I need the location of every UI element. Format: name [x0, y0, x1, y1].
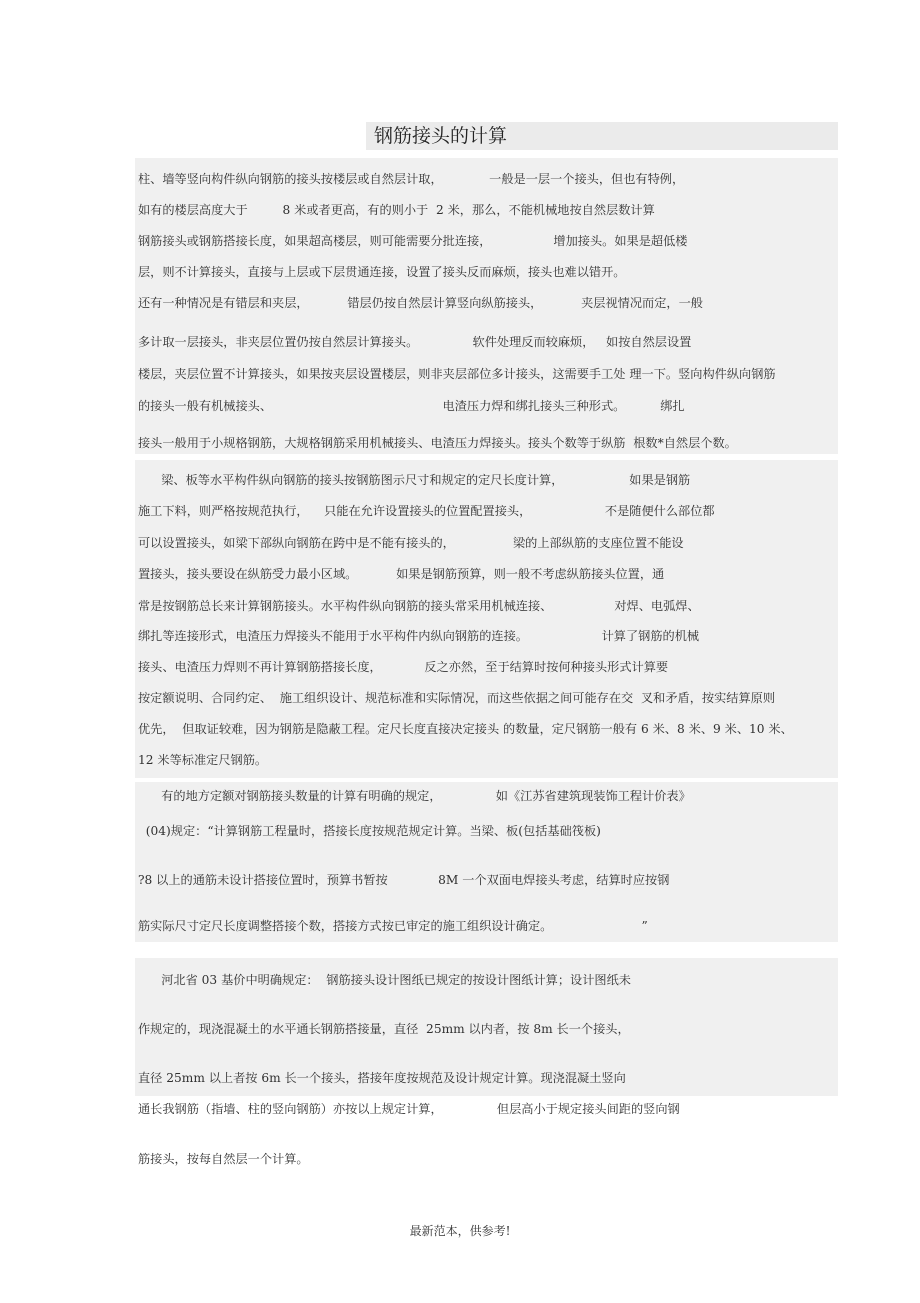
- text-line: 多计取一层接头，非夹层位置仍按自然层计算接头。 软件处理反而较麻烦， 如按自然层设置: [138, 335, 692, 349]
- text-line: 层，则不计算接头，直接与上层或下层贯通连接，设置了接头反而麻烦，接头也难以错开。: [138, 265, 626, 279]
- text-line: 有的地方定额对钢筋接头数量的计算有明确的规定， 如《江苏省建筑现装饰工程计价表》: [138, 789, 691, 803]
- text-line: 的接头一般有机械接头、 电渣压力焊和绑扎接头三种形式。 绑扎: [138, 399, 685, 413]
- text-line: 作规定的，现浇混凝土的水平通长钢筋搭接量，直径 25mm 以内者，按 8m 长一个接头，: [138, 1022, 630, 1036]
- text-line: 绑扎等连接形式，电渣压力焊接头不能用于水平构件内纵向钢筋的连接。 计算了钢筋的机械: [138, 629, 700, 643]
- text-line: 施工下料，则严格按规范执行， 只能在允许设置接头的位置配置接头， 不是随便什么部位都: [138, 504, 715, 518]
- text-line: 还有一种情况是有错层和夹层， 错层仍按自然层计算竖向纵筋接头， 夹层视情况而定，一般: [138, 296, 703, 310]
- text-line: 梁、板等水平构件纵向钢筋的接头按钢筋图示尺寸和规定的定尺长度计算， 如果是钢筋: [138, 473, 691, 487]
- text-line: 可以设置接头，如梁下部纵向钢筋在跨中是不能有接头的， 梁的上部纵筋的支座位置不能设: [138, 536, 684, 550]
- text-line: 12 米等标准定尺钢筋。: [138, 753, 268, 767]
- text-line: 筋接头，按每自然层一个计算。: [138, 1152, 309, 1166]
- text-line: 常是按钢筋总长来计算钢筋接头。水平构件纵向钢筋的接头常采用机械连接、 对焊、电弧焊、: [138, 599, 700, 613]
- text-line: ?8 以上的通筋未设计搭接位置时，预算书暂按 8M 一个双面电焊接头考虑，结算时应按钢: [138, 873, 670, 887]
- page-title: 钢筋接头的计算: [366, 122, 838, 150]
- text-line: 筋实际尺寸定尺长度调整搭接个数，搭接方式按已审定的施工组织设计确定。 ”: [138, 919, 648, 933]
- text-line: 接头、电渣压力焊则不再计算钢筋搭接长度， 反之亦然，至于结算时按何种接头形式计算要: [138, 660, 669, 674]
- page-footer: 最新范本，供参考!: [409, 1224, 511, 1238]
- text-line: (04)规定：“计算钢筋工程量时，搭接长度按规范规定计算。当梁、板(包括基础筏板): [138, 824, 601, 838]
- text-line: 柱、墙等竖向构件纵向钢筋的接头按楼层或自然层计取， 一般是一层一个接头，但也有特例，: [138, 172, 685, 186]
- text-line: 如有的楼层高度大于 8 米或者更高，有的则小于 2 米，那么，不能机械地按自然层数计算: [138, 203, 655, 217]
- text-line: 按定额说明、合同约定、 施工组织设计、规范标准和实际情况，而这些依据之间可能存在交 叉和矛盾，按实结算原则: [138, 691, 776, 705]
- text-line: 接头一般用于小规格钢筋，大规格钢筋采用机械接头、电渣压力焊接头。接头个数等于纵筋 根数*自然层个数。: [138, 436, 737, 450]
- text-line: 通长我钢筋（指墙、柱的竖向钢筋）亦按以上规定计算， 但层高小于规定接头间距的竖向钢: [138, 1102, 680, 1116]
- text-line: 置接头，接头要设在纵筋受力最小区域。 如果是钢筋预算，则一般不考虑纵筋接头位置，通: [138, 567, 665, 581]
- text-line: 钢筋接头或钢筋搭接长度，如果超高楼层，则可能需要分批连接， 增加接头。如果是超低楼: [138, 234, 688, 248]
- text-line: 直径 25mm 以上者按 6m 长一个接头，搭接年度按规范及设计规定计算。现浇混凝土竖向: [138, 1071, 626, 1085]
- text-line: 优先， 但取证较难，因为钢筋是隐蔽工程。定尺长度直接决定接头 的数量，定尺钢筋一般有 6 米、8 米、9 米、10 米、: [138, 722, 793, 736]
- text-line: 楼层，夹层位置不计算接头，如果按夹层设置楼层，则非夹层部位多计接头，这需要手工处 理一下。竖向构件纵向钢筋: [138, 367, 776, 381]
- text-line: 河北省 03 基价中明确规定： 钢筋接头设计图纸已规定的按设计图纸计算；设计图纸未: [138, 973, 631, 987]
